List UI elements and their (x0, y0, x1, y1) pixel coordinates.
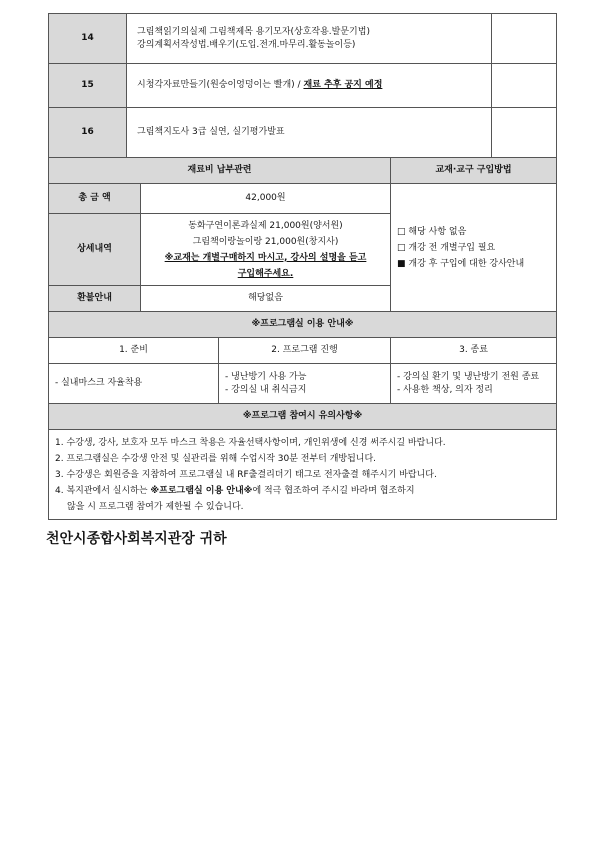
detail-note: 구입해주세요. (237, 268, 294, 279)
total-label: 총 금 액 (49, 184, 141, 214)
session-content: 그림책지도사 3급 실연, 실기평가발표 (127, 108, 492, 158)
detail-label: 상세내역 (49, 214, 141, 286)
option-item (391, 224, 556, 240)
schedule-blank (492, 64, 557, 108)
refund-value: 해당없음 (141, 286, 391, 312)
option-label: 개강 후 구입에 대한 강사안내 (408, 258, 525, 269)
detail-content (141, 214, 391, 286)
option-item (391, 256, 556, 272)
progress-content (219, 364, 391, 404)
session-line: 강의계획서작성법.배우기(도입.전개.마무리.활동놀이등) (137, 39, 356, 50)
notice-title: ※프로그램 참여시 유의사항※ (49, 404, 557, 430)
session-notice: 재료 추후 공지 예정 (303, 80, 383, 90)
refund-label: 환불안내 (49, 286, 141, 312)
detail-note: ※교재는 개별구매하지 마시고, 강사의 설명을 듣고 (164, 252, 367, 263)
session-number: 16 (49, 108, 127, 158)
checked-box-icon: ■ (397, 258, 406, 269)
progress-line: - 강의실 내 취식금지 (225, 384, 307, 395)
step-progress: 2. 프로그램 진행 (219, 338, 391, 364)
total-value: 42,000원 (141, 184, 391, 214)
checkbox-icon: □ (397, 226, 406, 237)
detail-line: 동화구연이론과실제 21,000원(양서원) (188, 220, 343, 231)
session-content (127, 14, 492, 64)
session-line: 그림책읽기의실제 그림책제목 용기모자(상호작용.발문기법) (137, 26, 370, 37)
schedule-blank (492, 108, 557, 158)
fees-table (48, 157, 557, 312)
notice-emphasis: ※프로그램실 이용 안내※ (150, 485, 253, 496)
notice-item: 2. 프로그램실은 수강생 안전 및 실관리를 위해 수업시작 30분 전부터 개방됩니다. (55, 453, 377, 464)
program-guide-table (48, 311, 557, 520)
session-text: 시청각자료만들기(원숭이엉덩이는 빨개) / (137, 80, 304, 90)
step-prep: 1. 준비 (49, 338, 219, 364)
schedule-row (49, 108, 557, 158)
step-end: 3. 종료 (391, 338, 557, 364)
document-sheet (48, 13, 556, 520)
prep-content (49, 364, 219, 404)
end-line: - 사용한 책상, 의자 정리 (397, 384, 493, 395)
checkbox-icon: □ (397, 242, 406, 253)
notice-item (49, 483, 556, 499)
option-label: 개강 전 개별구입 필요 (408, 242, 496, 253)
notice-text: 4. 복지관에서 실시하는 (55, 485, 151, 496)
schedule-row (49, 14, 557, 64)
session-number: 14 (49, 14, 127, 64)
notice-content (49, 430, 557, 520)
program-guide-title: ※프로그램실 이용 안내※ (49, 312, 557, 338)
notice-item: 1. 수강생, 강사, 보호자 모두 마스크 착용은 자율선택사항이며, 개인위생에 신경 써주시길 바랍니다. (55, 437, 446, 448)
prep-line: - 실내마스크 자율착용 (55, 378, 143, 388)
session-number: 15 (49, 64, 127, 108)
option-item (391, 240, 556, 256)
fees-header: 재료비 납부관련 (49, 158, 391, 184)
notice-item: 3. 수강생은 회원증을 지참하여 프로그램실 내 RF출결리더기 태그로 전자출결 해주시기 바랍니다. (55, 469, 437, 480)
schedule-blank (492, 14, 557, 64)
session-content (127, 64, 492, 108)
notice-text: 에 적극 협조하여 주시길 바라며 협조하지 (252, 485, 415, 496)
footer-addressee: 천안시종합사회복지관장 귀하 (46, 531, 227, 547)
option-label: 해당 사항 없음 (408, 226, 467, 237)
end-line: - 강의실 환기 및 냉난방기 전원 종료 (397, 371, 540, 382)
notice-item-continued: 않을 시 프로그램 참여가 제한될 수 있습니다. (67, 501, 244, 512)
schedule-row (49, 64, 557, 108)
progress-line: - 냉난방기 사용 가능 (225, 371, 307, 382)
purchase-options (391, 184, 557, 312)
end-content (391, 364, 557, 404)
detail-line: 그림책이랑놀이랑 21,000원(창지사) (192, 236, 339, 247)
purchase-header: 교재·교구 구입방법 (391, 158, 557, 184)
schedule-table (48, 13, 557, 158)
